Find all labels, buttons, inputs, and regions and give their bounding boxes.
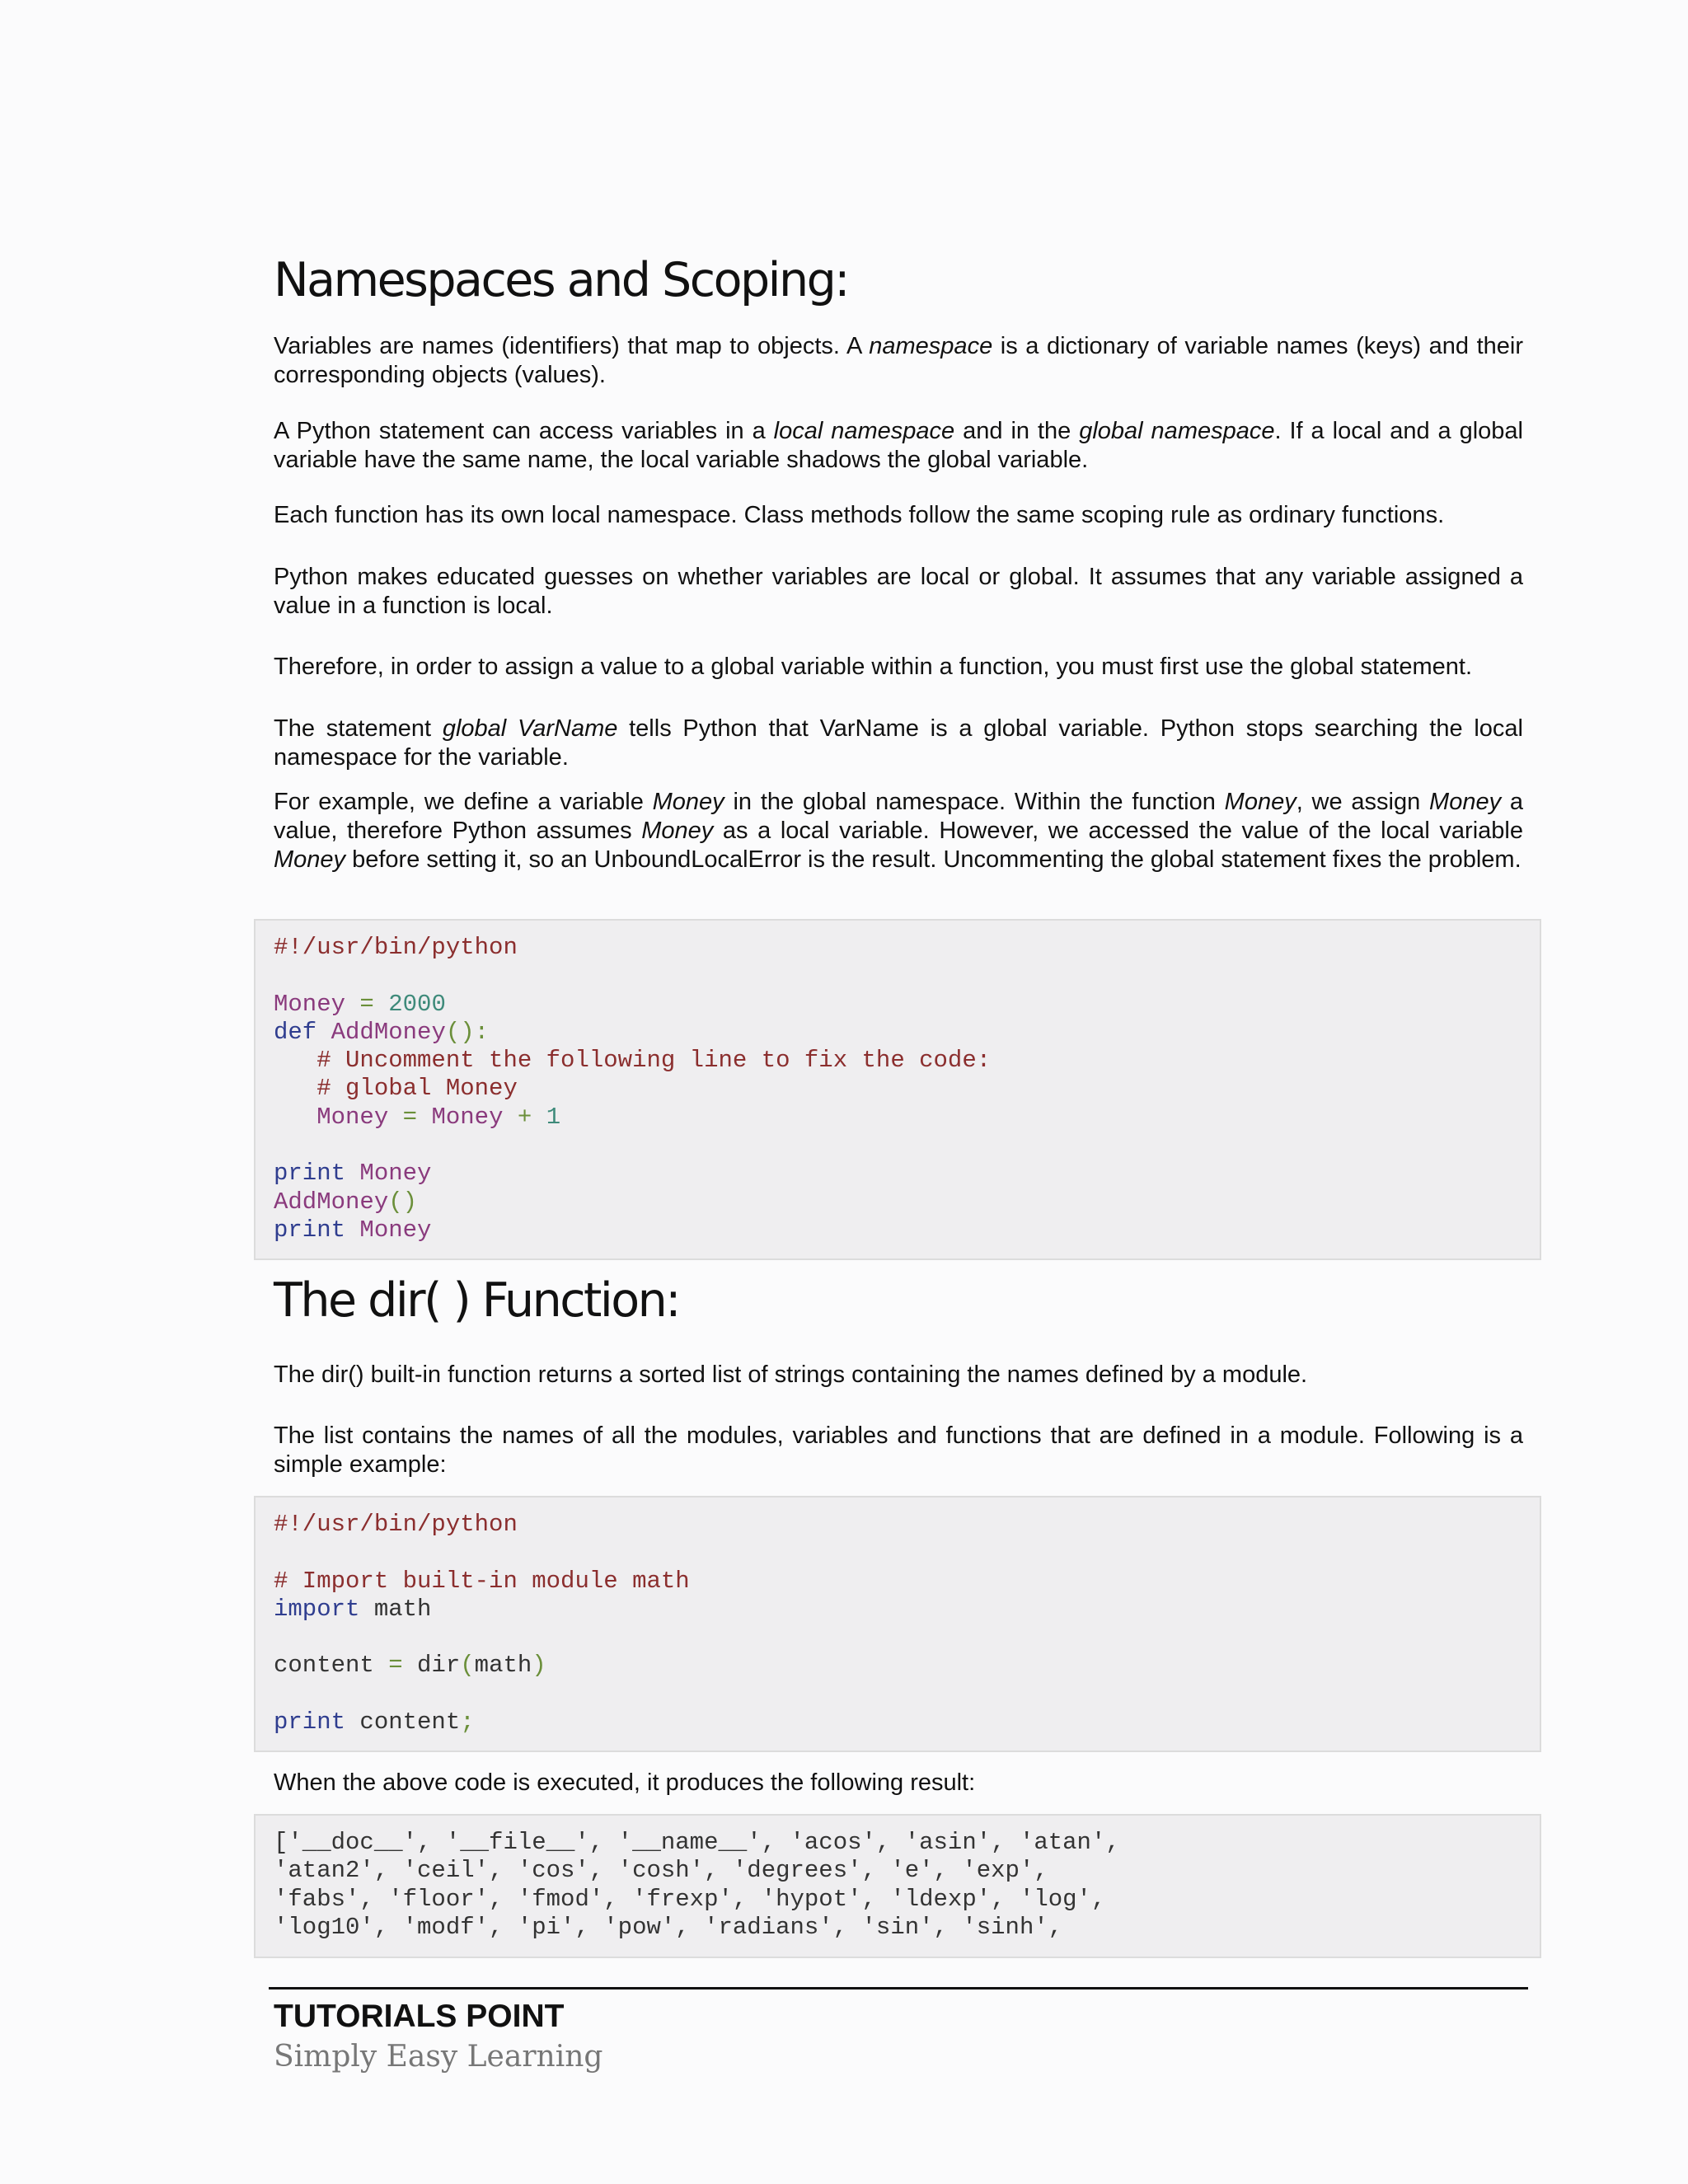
paragraph-function-namespace: Each function has its own local namespace. Class methods follow the same scoping rule as ordinary functions. <box>274 502 1445 528</box>
code-token: math <box>474 1652 532 1680</box>
paragraph-local-global <box>274 417 1523 475</box>
code-token: Money <box>316 1103 389 1131</box>
output-block <box>254 1814 1541 1958</box>
footer-tagline: Simply Easy Learning <box>274 2040 603 2074</box>
section-heading-namespaces: Namespaces and Scoping: <box>274 253 848 307</box>
code-comment: # global Money <box>274 1075 518 1103</box>
code-token: dir <box>417 1652 461 1680</box>
code-token: + <box>503 1103 546 1131</box>
text-run: and in the <box>954 418 1080 444</box>
paragraph-example <box>274 788 1523 874</box>
code-token: Money <box>345 1160 432 1188</box>
code-token: AddMoney <box>274 1188 389 1216</box>
code-comment: # Uncomment the following line to fix the code: <box>274 1047 992 1075</box>
paragraph-namespace-definition <box>274 332 1523 390</box>
emphasis-term: Money <box>1224 789 1296 815</box>
section-heading-dir-function: The dir( ) Function: <box>274 1273 679 1328</box>
code-token: (): <box>445 1018 490 1046</box>
code-token: content <box>274 1652 374 1680</box>
emphasis-term: local namespace <box>773 418 955 444</box>
emphasis-term: Money <box>652 789 724 815</box>
text-run: tells Python that VarName is a global variable. Python stops searching the local namespace for the variable. <box>274 715 1523 771</box>
text-run: as a local variable. However, we accessed the value of the local variable <box>713 818 1523 844</box>
text-run: For example, we define a variable <box>274 789 653 815</box>
code-token: 1 <box>546 1103 561 1131</box>
text-run: The statement <box>274 715 443 742</box>
code-token: ) <box>532 1652 546 1680</box>
paragraph-result-intro: When the above code is executed, it produces the following result: <box>274 1769 976 1796</box>
code-token: print <box>274 1160 346 1188</box>
emphasis-term: Money <box>1429 789 1502 815</box>
text-run: A Python statement can access variables in a <box>274 418 774 444</box>
output-line: 'log10', 'modf', 'pi', 'pow', 'radians', 'sin', 'sinh', <box>274 1913 1063 1941</box>
code-token: = <box>345 990 389 1018</box>
output-line: 'atan2', 'ceil', 'cos', 'cosh', 'degrees', 'e', 'exp', <box>274 1857 1048 1885</box>
code-token: = <box>388 1103 432 1131</box>
code-token: ( <box>460 1652 475 1680</box>
code-token: AddMoney <box>316 1018 446 1046</box>
code-token: print <box>274 1216 346 1244</box>
emphasis-term: namespace <box>869 333 993 359</box>
code-token: def <box>274 1018 317 1046</box>
code-block-dir <box>254 1496 1541 1752</box>
paragraph-educated-guesses: Python makes educated guesses on whether variables are local or global. It assumes that any variable assigned a value in a function is local. <box>274 564 1523 619</box>
code-token: import <box>274 1595 360 1623</box>
paragraph-dir-description: The dir() built-in function returns a sorted list of strings containing the names defined by a module. <box>274 1361 1308 1388</box>
paragraph-dir-list: The list contains the names of all the modules, variables and functions that are defined in a module. Following is a simple example: <box>274 1422 1523 1478</box>
text-run: in the global namespace. Within the function <box>724 789 1225 815</box>
footer-brand: TUTORIALS POINT <box>274 1999 565 2034</box>
code-block-money <box>254 919 1541 1260</box>
paragraph-global-statement: Therefore, in order to assign a value to a global variable within a function, you must first use the global statement. <box>274 654 1473 680</box>
code-token: Money <box>431 1103 504 1131</box>
text-run: . If a local and a global variable have the same name, the local variable shadows the global variable. <box>274 418 1523 473</box>
emphasis-term: Money <box>641 818 714 844</box>
code-shebang: #!/usr/bin/python <box>274 934 518 961</box>
output-line: 'fabs', 'floor', 'fmod', 'frexp', 'hypot', 'ldexp', 'log', <box>274 1885 1106 1913</box>
code-token <box>274 1104 316 1131</box>
code-token: Money <box>274 990 346 1018</box>
text-run: is a dictionary of variable names (keys) and their corresponding objects (values). <box>274 333 1523 388</box>
code-token: = <box>373 1652 418 1680</box>
emphasis-term: Money <box>274 846 346 873</box>
code-comment: # Import built-in module math <box>274 1567 690 1595</box>
code-token: print <box>274 1708 346 1736</box>
code-token: Money <box>345 1216 432 1244</box>
code-token: 2000 <box>388 990 446 1018</box>
code-token: () <box>388 1188 418 1216</box>
text-run: , we assign <box>1296 789 1430 815</box>
footer-divider <box>269 1987 1528 1990</box>
text-run: before setting it, so an UnboundLocalError is the result. Uncommenting the global statement fixes the problem. <box>345 846 1522 873</box>
code-token: ; <box>460 1708 475 1736</box>
text-run: Variables are names (identifiers) that map to objects. A <box>274 333 870 359</box>
emphasis-term: global namespace <box>1079 418 1275 444</box>
code-shebang: #!/usr/bin/python <box>274 1511 518 1538</box>
text-run: a value, therefore Python assumes <box>274 789 1523 844</box>
output-line: ['__doc__', '__file__', '__name__', 'acos', 'asin', 'atan', <box>274 1829 1120 1856</box>
paragraph-global-varname <box>274 715 1523 772</box>
code-token: content <box>345 1708 461 1736</box>
code-token: math <box>359 1595 432 1623</box>
emphasis-term: global VarName <box>442 715 618 742</box>
